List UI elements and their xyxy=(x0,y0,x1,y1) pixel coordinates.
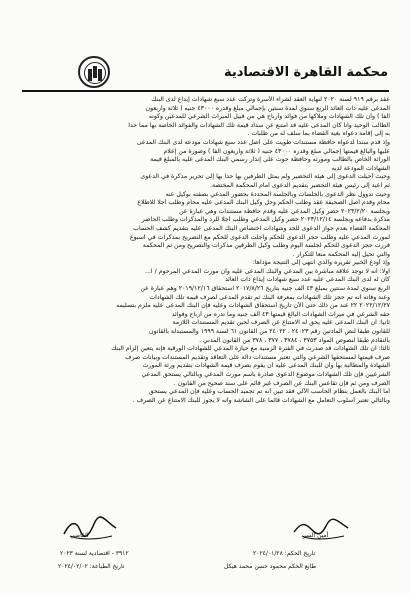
body-line: والتي تحيل إليه المحكمة منعاً للتكرار . xyxy=(292,250,390,258)
body-line: الفا ) وأن تلك الشهادات وملاكها من فوائد وأرباح هي من قبيل الميراث الشرعي للمدعين وكونه xyxy=(148,113,390,121)
judge-signature xyxy=(60,514,120,542)
body-line: وحيث تدوول نظر الدعوى بالجلسات وبالجلسة المحددة بحضور المدعي بصفته بوكيل عنه xyxy=(165,190,390,198)
body-line: المدعى عليه ذات العائد الربع سنوي لمدة سنتين بإجمالي مبلغ وقدره ٤٣٠٠٠ جنيه ( ثلاثة وأربعون xyxy=(145,104,390,112)
body-line: الوراثة الخاص بالطالب ومورثه وحافظة حوت على إنذار رسمي البنك المدعى عليه بالمبلغ قيمة xyxy=(150,156,390,164)
body-line: الشهادة والمطالبة بها وأن للبنك المدعى عليه أن يقوم بصرف قيمة الشهادات بتقديم ورثة المورث xyxy=(142,362,390,370)
court-name: محكمة القاهرة الاقتصادية xyxy=(223,65,388,80)
body-line: عقد برقم ٩١٩ لسنة ٢٠٢٠ لنهاية العقد لشراء الأسرة وتركت عدد سبع شهادات إيداع لدى البنك xyxy=(151,96,390,103)
body-line: وعند وفاته أنه تم حجز تلك الشهادات بمعرفة البنك ثم تقدم المدعى لصرف قيمة تلك الشهادات xyxy=(149,293,390,301)
printer-name: طابع الحكم محمود حسن محمد هيكل xyxy=(224,563,317,570)
body-line: وبالتالي تعتبر أسلوب التعامل مع الشهادات قائماً على الشاشة وأنه لا يجوز للبنك الامتناع عن الصرف . xyxy=(132,396,390,404)
case-number: ٣٩١٢ - اقتصادية لسنة ٢٠٢٣ xyxy=(60,550,129,557)
body-line: أولا: أنه لا توجد علاقة مباشرة بين المدعي والبنك المدعى عليه وأن مورث المدعي المرحوم / ا... xyxy=(145,267,390,275)
body-line: أما البنك بالعمل بنظام الحاسب الآلي فقد تبين أنه تم تجميد الحساب وعليه فإن المدعي يستحق xyxy=(148,388,390,396)
body-line: المحكمة القضاء بعدم جواز الدعوى للحد وشهادات اختصاص البنك المدعى عليه بتقديم كشف الحساب xyxy=(133,224,390,232)
court-seal-icon xyxy=(78,56,110,88)
judgment-body xyxy=(22,96,390,405)
signature-area xyxy=(0,514,411,542)
judgment-date: تاريخ الحكم: ٢٠٢٤/٠١/٢٨ xyxy=(253,550,316,557)
body-line: مذكرة بدفاعه وبجلسة ٢٠٢٣/١٢/١٤ حضر وكيل المدعي وطلب أجلا للرد والمذكرات وطلب الحاضر xyxy=(141,216,390,224)
body-line: بالتقادم طبقا لنصوص المواد ٣٧٥٣ ، ٣٧٨٤ ، ٣٧٧ ، ٣٧٨ من القانون المدني . xyxy=(199,336,390,344)
body-line: وحيث أحيلت الدعوى إلى هيئة التحضير ولم يمثل الطرفين بها حدا بها إلى تحرير مذكرة في الدعوى xyxy=(140,173,390,181)
body-line: الصرف ومن ثم فإن تقاعس البنك عن الصرف غير قائم على سند صحيح من القانون . xyxy=(173,379,390,387)
body-line: حقه الشرعي في ميراث الشهادات البالغ قيمتها ٤٣ ألف جنيه وما تدره من أرباح وفوائد xyxy=(171,310,390,318)
body-line: ثانيا: أن البنك المدعى عليه يحق له الامتناع عن الصرف لحين تقديم المستندات اللازمة xyxy=(172,319,390,327)
body-line: عليها والبالغ قيمتها إجمالي مبلغ وقدره ٤٣٠٠٠ جنيه ( ثلاثة وأربعون الفا ) وصورة من إعلام xyxy=(163,147,390,155)
body-line: الشهادات المودعة لديه xyxy=(331,164,390,172)
body-line: لمورث المدعي عليه وطلب حجز الدعوى للحكم وأجلت الدعوى للحكم مع التصريح بمذكرات في أسبوع xyxy=(129,233,390,241)
body-line: محام وقدم أصل الصحيفة عقد وطلب الحكم وحل وكيل البنك المدعى عليه محام وطلب أجلا للاطلاع xyxy=(137,199,390,207)
print-date: تاريخ الطباعة: ٢٠٢٤/٠٢/٠٢ xyxy=(58,563,125,570)
body-line: به إلى إقامة دعواه بغية القضاء بما سلف له من طلبات . xyxy=(247,130,390,138)
body-line: وإذ قدم سنداً لدعواه حافظة مستندات طويت على أصل عدد سبع شهادات مودعة لدى البنك المدعى xyxy=(136,138,390,146)
body-line: للقانون طبقا لنص المادتين رقم ٢٤٠٢٣ ، ٢٤٠٢٢ من القانون ٦١ لسنة ١٩٩٩ والمستبدلة بالقانون xyxy=(148,328,390,336)
body-line: صرف قيمتها لمستحقها الشرعي والتي تعتبر مستندات دالة على التعاقد وتقديم المستندات وبيانات صرف xyxy=(125,353,390,361)
body-line: كان له لدى البنك المدعى عليه عدد سبع شهادات إيداع ذات العائد xyxy=(224,276,390,284)
document-footer xyxy=(0,542,411,592)
body-line: قررت حجز الدعوى للحكم لجلسة اليوم وطلب وكيل الطرفين مذكرات والتصريح ومن ثم المحكمة xyxy=(142,242,390,250)
judge-label: القاضي xyxy=(70,532,89,539)
body-line: وإذ أودع الخبير تقريره والذي انتهى إلى النتيجة مؤداها: xyxy=(252,259,390,267)
body-line: الطالب الوحيد وأنا كان المدعى عليه قد امتنع عن سداد قيمة تلك الشهادات والفوائد الخاصة بها مما حدا xyxy=(128,121,390,129)
body-line: الربع سنوي لمدة سنتين بمبلغ ٤٣ ألف جنيه بتاريخ ٢٠١٧/٨/٢٦ استحقاق ٢٠١٩/١٢/١٦ وهم عبارة عن xyxy=(140,285,390,293)
secretary-label: أمين السر xyxy=(303,532,329,539)
body-line: ثم أعيد إلى رئيس هيئة التحضير بتقديم الدعوى أمام المحكمة المختصة. xyxy=(209,181,390,189)
body-line: ٢٠٢٢/١٢/٢٧ ٢٢ عند من ذلك حتى الآن تاريخ استحقاق الشهادات وعليه فإن البنك المدعى عليه ملزم بتسليمه xyxy=(116,302,390,310)
body-line: وبجلسة ٢٠٢٣/٢/٢٠ حضر وكيل المدعي عليه وقدم حافظة مستندات وهي عبارة عن xyxy=(179,207,390,215)
body-line: ثالثاً: أن تلك الشهادات قد صدرت في الفترة الزمنية مع حيازة المدعي للشهادات الورقية فإنه يتعين إلزام البنك xyxy=(111,345,390,353)
header-divider xyxy=(22,90,389,92)
body-line: الشرعيين فإن تلك الشهادات موضوع الدعوى صادرة باسم مورث المدعي وبالتالي يستحق المدعي xyxy=(141,371,390,378)
